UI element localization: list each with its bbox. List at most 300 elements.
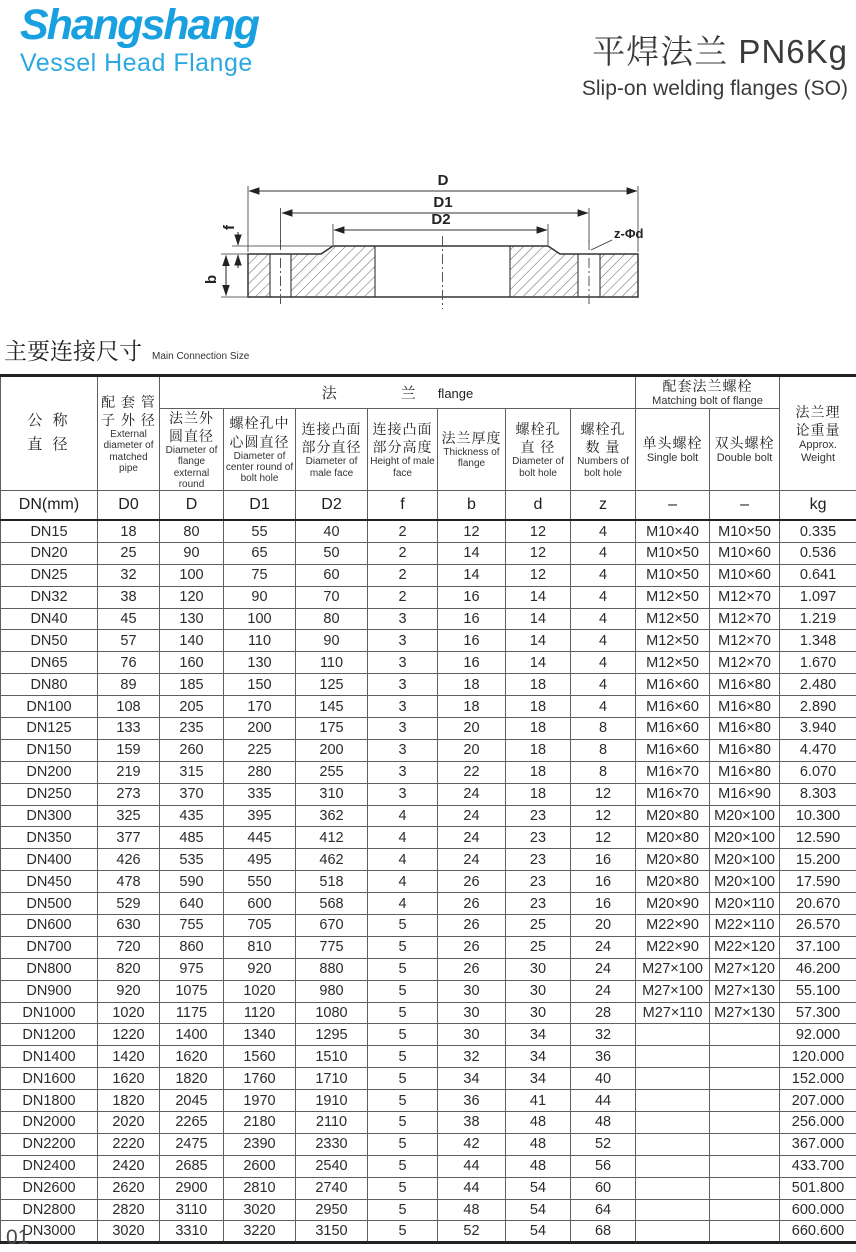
cell: 100 xyxy=(224,608,296,630)
cell: DN2200 xyxy=(1,1133,98,1155)
cell: 120.000 xyxy=(780,1046,856,1068)
cell: 23 xyxy=(506,827,571,849)
group-header-matching-bolt: 配套法兰螺栓 Matching bolt of flange xyxy=(636,376,780,409)
symbol-d-hole: d xyxy=(506,490,571,520)
cell: 2020 xyxy=(98,1112,160,1134)
cell: 478 xyxy=(98,871,160,893)
cell: 44 xyxy=(571,1090,636,1112)
cell: 45 xyxy=(98,608,160,630)
cell: 18 xyxy=(506,761,571,783)
cell xyxy=(636,1133,710,1155)
cell: 46.200 xyxy=(780,958,856,980)
cell: DN350 xyxy=(1,827,98,849)
cell: 315 xyxy=(160,761,224,783)
cell: 2.480 xyxy=(780,674,856,696)
cell: 2.890 xyxy=(780,696,856,718)
cell: 90 xyxy=(224,586,296,608)
cell: M10×60 xyxy=(710,564,780,586)
cell: 24 xyxy=(438,805,506,827)
cell: 20 xyxy=(571,914,636,936)
col-header-bolt-hole-numbers: 螺栓孔 数 量 Numbers of bolt hole xyxy=(571,408,636,490)
table-row xyxy=(1,696,856,718)
cell: 535 xyxy=(160,849,224,871)
cell: M27×100 xyxy=(636,958,710,980)
table-row xyxy=(1,805,856,827)
cell: 30 xyxy=(438,1024,506,1046)
cell: M10×40 xyxy=(636,520,710,542)
cell: 3310 xyxy=(160,1221,224,1243)
cell: 32 xyxy=(571,1024,636,1046)
cell: 0.641 xyxy=(780,564,856,586)
cell: 34 xyxy=(506,1046,571,1068)
cell: 18 xyxy=(506,739,571,761)
table-row xyxy=(1,1155,856,1177)
cell: 975 xyxy=(160,958,224,980)
cell: 590 xyxy=(160,871,224,893)
cell: 18 xyxy=(438,696,506,718)
cell: 550 xyxy=(224,871,296,893)
cell: 980 xyxy=(296,980,368,1002)
cell: DN100 xyxy=(1,696,98,718)
cell: 1510 xyxy=(296,1046,368,1068)
col-header-bolt-circle-diameter: 螺栓孔中 心圆直径 Diameter of center round of bolt hole xyxy=(224,408,296,490)
cell: 56 xyxy=(571,1155,636,1177)
cell: 12 xyxy=(506,564,571,586)
cell: 76 xyxy=(98,652,160,674)
cell: 2950 xyxy=(296,1199,368,1221)
group-header-flange: 法 兰 flange xyxy=(160,376,636,409)
cell: 518 xyxy=(296,871,368,893)
cell: 8.303 xyxy=(780,783,856,805)
cell: 1.097 xyxy=(780,586,856,608)
cell: DN800 xyxy=(1,958,98,980)
cell: 40 xyxy=(296,520,368,542)
cell: 24 xyxy=(438,827,506,849)
cell: 32 xyxy=(438,1046,506,1068)
cell xyxy=(710,1068,780,1090)
cell: 200 xyxy=(296,739,368,761)
cell: 12 xyxy=(506,520,571,542)
cell: 10.300 xyxy=(780,805,856,827)
cell: 5 xyxy=(368,1221,438,1243)
cell: 16 xyxy=(571,849,636,871)
cell: 630 xyxy=(98,914,160,936)
cell: M10×50 xyxy=(636,542,710,564)
cell: 42 xyxy=(438,1133,506,1155)
cell: 80 xyxy=(296,608,368,630)
cell: 3110 xyxy=(160,1199,224,1221)
cell: 57.300 xyxy=(780,1002,856,1024)
cell: 20.670 xyxy=(780,893,856,915)
cell: DN150 xyxy=(1,739,98,761)
cell: DN250 xyxy=(1,783,98,805)
cell: 568 xyxy=(296,893,368,915)
cell: 15.200 xyxy=(780,849,856,871)
table-row xyxy=(1,958,856,980)
cell: 2 xyxy=(368,542,438,564)
cell: 18 xyxy=(506,717,571,739)
cell: 60 xyxy=(571,1177,636,1199)
cell: 5 xyxy=(368,980,438,1002)
cell: 255 xyxy=(296,761,368,783)
dim-label-z-phi-d: z-Φd xyxy=(614,226,644,241)
cell: 55 xyxy=(224,520,296,542)
cell: 1175 xyxy=(160,1002,224,1024)
cell: 4 xyxy=(368,827,438,849)
cell: 48 xyxy=(506,1155,571,1177)
cell xyxy=(636,1046,710,1068)
cell: 2620 xyxy=(98,1177,160,1199)
section-title xyxy=(4,333,249,366)
cell: 40 xyxy=(571,1068,636,1090)
cell: 920 xyxy=(224,958,296,980)
cell: 1.670 xyxy=(780,652,856,674)
cell: 26 xyxy=(438,936,506,958)
cell: M12×70 xyxy=(710,608,780,630)
cell: M10×60 xyxy=(710,542,780,564)
cell: 4 xyxy=(571,564,636,586)
cell: 2820 xyxy=(98,1199,160,1221)
table-row xyxy=(1,630,856,652)
cell: 152.000 xyxy=(780,1068,856,1090)
cell: 2540 xyxy=(296,1155,368,1177)
section-title-zh: 主要连接尺寸 xyxy=(4,338,142,364)
cell: 64 xyxy=(571,1199,636,1221)
cell: 36 xyxy=(438,1090,506,1112)
cell: 8 xyxy=(571,717,636,739)
cell: M27×100 xyxy=(636,980,710,1002)
cell: 52 xyxy=(571,1133,636,1155)
table-row xyxy=(1,739,856,761)
cell: 280 xyxy=(224,761,296,783)
cell: 640 xyxy=(160,893,224,915)
table-row xyxy=(1,1112,856,1134)
cell: DN300 xyxy=(1,805,98,827)
col-header-male-face-diameter: 连接凸面 部分直径 Diameter of male face xyxy=(296,408,368,490)
cell: 32 xyxy=(98,564,160,586)
col-header-nominal-diameter: 公 称 直 径 xyxy=(1,376,98,491)
cell: 48 xyxy=(506,1133,571,1155)
cell: 1020 xyxy=(98,1002,160,1024)
cell: M12×50 xyxy=(636,630,710,652)
cell: 2110 xyxy=(296,1112,368,1134)
cell: 495 xyxy=(224,849,296,871)
cell: 133 xyxy=(98,717,160,739)
cell: 150 xyxy=(224,674,296,696)
cell: 1820 xyxy=(98,1090,160,1112)
cell: 52 xyxy=(438,1221,506,1243)
cell: 219 xyxy=(98,761,160,783)
cell: 5 xyxy=(368,1046,438,1068)
cell: 100 xyxy=(160,564,224,586)
cell: DN400 xyxy=(1,849,98,871)
symbol-f: f xyxy=(368,490,438,520)
cell: DN2800 xyxy=(1,1199,98,1221)
cell: 1220 xyxy=(98,1024,160,1046)
cell: 48 xyxy=(571,1112,636,1134)
cell: 60 xyxy=(296,564,368,586)
cell: 2 xyxy=(368,586,438,608)
cell: 8 xyxy=(571,761,636,783)
cell: M16×70 xyxy=(636,761,710,783)
cell: 207.000 xyxy=(780,1090,856,1112)
cell: 14 xyxy=(438,564,506,586)
cell: 0.335 xyxy=(780,520,856,542)
table-row xyxy=(1,608,856,630)
dim-label-f: f xyxy=(221,225,238,230)
cell: DN15 xyxy=(1,520,98,542)
cell: M12×50 xyxy=(636,608,710,630)
table-row xyxy=(1,1177,856,1199)
cell xyxy=(710,1090,780,1112)
cell: DN40 xyxy=(1,608,98,630)
cell: M20×100 xyxy=(710,827,780,849)
cell: M27×130 xyxy=(710,980,780,1002)
cell: M16×80 xyxy=(710,761,780,783)
cell: 25 xyxy=(506,914,571,936)
cell: DN2400 xyxy=(1,1155,98,1177)
symbol-dn: DN(mm) xyxy=(1,490,98,520)
cell: 3 xyxy=(368,630,438,652)
cell: M22×90 xyxy=(636,914,710,936)
cell: M20×90 xyxy=(636,893,710,915)
cell: 24 xyxy=(571,958,636,980)
dim-label-b: b xyxy=(203,274,220,284)
cell: 48 xyxy=(438,1199,506,1221)
cell: 755 xyxy=(160,914,224,936)
cell: 2045 xyxy=(160,1090,224,1112)
cell: 68 xyxy=(571,1221,636,1243)
table-row xyxy=(1,717,856,739)
cell: 3 xyxy=(368,652,438,674)
cell: 1910 xyxy=(296,1090,368,1112)
symbol-row xyxy=(1,490,856,520)
flange-cross-section-diagram xyxy=(178,166,702,318)
cell: DN2000 xyxy=(1,1112,98,1134)
cell: 12 xyxy=(571,783,636,805)
cell: 90 xyxy=(296,630,368,652)
cell: 55.100 xyxy=(780,980,856,1002)
cell xyxy=(636,1090,710,1112)
cell: 48 xyxy=(506,1112,571,1134)
cell: M27×130 xyxy=(710,1002,780,1024)
symbol-z: z xyxy=(571,490,636,520)
cell: 16 xyxy=(438,630,506,652)
cell: 23 xyxy=(506,871,571,893)
cell: DN3000 xyxy=(1,1221,98,1243)
cell: 4 xyxy=(571,674,636,696)
cell xyxy=(710,1221,780,1243)
cell: DN65 xyxy=(1,652,98,674)
cell: 54 xyxy=(506,1199,571,1221)
cell: 367.000 xyxy=(780,1133,856,1155)
cell: 23 xyxy=(506,893,571,915)
cell: 5 xyxy=(368,1155,438,1177)
page-title-en: Slip-on welding flanges (SO) xyxy=(581,77,848,100)
table-row xyxy=(1,1046,856,1068)
cell: 110 xyxy=(224,630,296,652)
cell: 37.100 xyxy=(780,936,856,958)
cell: 335 xyxy=(224,783,296,805)
cell: 185 xyxy=(160,674,224,696)
cell: DN1800 xyxy=(1,1090,98,1112)
cell: 80 xyxy=(160,520,224,542)
cell: 200 xyxy=(224,717,296,739)
cell: 3220 xyxy=(224,1221,296,1243)
cell: 5 xyxy=(368,1002,438,1024)
cell: 57 xyxy=(98,630,160,652)
cell: 2390 xyxy=(224,1133,296,1155)
cell: 235 xyxy=(160,717,224,739)
cell: 24 xyxy=(571,936,636,958)
table-row xyxy=(1,520,856,542)
table-body xyxy=(1,520,856,1242)
cell: M12×70 xyxy=(710,652,780,674)
cell: DN1000 xyxy=(1,1002,98,1024)
cell: 3 xyxy=(368,739,438,761)
cell xyxy=(710,1155,780,1177)
cell: 3020 xyxy=(98,1221,160,1243)
cell: 30 xyxy=(506,958,571,980)
cell: 25 xyxy=(98,542,160,564)
cell: 860 xyxy=(160,936,224,958)
cell: 54 xyxy=(506,1221,571,1243)
table-row xyxy=(1,893,856,915)
cell: 325 xyxy=(98,805,160,827)
cell: M16×80 xyxy=(710,739,780,761)
cell: 3 xyxy=(368,783,438,805)
cell: M20×100 xyxy=(710,871,780,893)
symbol-d0: D0 xyxy=(98,490,160,520)
cell: M16×80 xyxy=(710,674,780,696)
cell: DN1200 xyxy=(1,1024,98,1046)
cell: M20×110 xyxy=(710,893,780,915)
dim-label-D1: D1 xyxy=(433,194,453,211)
brand-subtitle: Vessel Head Flange xyxy=(20,49,253,77)
cell: 1340 xyxy=(224,1024,296,1046)
cell: 1400 xyxy=(160,1024,224,1046)
cell: 18 xyxy=(506,674,571,696)
cell xyxy=(710,1177,780,1199)
cell: 0.536 xyxy=(780,542,856,564)
cell: 26 xyxy=(438,871,506,893)
cell: 462 xyxy=(296,849,368,871)
cell: 4 xyxy=(368,893,438,915)
cell: 34 xyxy=(506,1024,571,1046)
cell: M27×110 xyxy=(636,1002,710,1024)
dim-label-D2: D2 xyxy=(431,211,451,228)
cell xyxy=(636,1199,710,1221)
table-row xyxy=(1,1068,856,1090)
cell: 4 xyxy=(571,630,636,652)
col-header-flange-external-diameter: 法兰外 圆直径 Diameter of flange external round xyxy=(160,408,224,490)
cell: 5 xyxy=(368,1112,438,1134)
table-row xyxy=(1,761,856,783)
cell: 6.070 xyxy=(780,761,856,783)
cell: 395 xyxy=(224,805,296,827)
cell: 920 xyxy=(98,980,160,1002)
col-header-flange-thickness: 法兰厚度 Thickness of flange xyxy=(438,408,506,490)
cell: 159 xyxy=(98,739,160,761)
cell: 18 xyxy=(506,696,571,718)
cell: 370 xyxy=(160,783,224,805)
cell: 3020 xyxy=(224,1199,296,1221)
cell: 14 xyxy=(506,652,571,674)
cell: 377 xyxy=(98,827,160,849)
cell: DN900 xyxy=(1,980,98,1002)
cell: 256.000 xyxy=(780,1112,856,1134)
cell: 44 xyxy=(438,1155,506,1177)
cell: 5 xyxy=(368,1133,438,1155)
page-header xyxy=(582,26,848,101)
cell xyxy=(636,1112,710,1134)
cell: DN32 xyxy=(1,586,98,608)
cell: M16×80 xyxy=(710,717,780,739)
cell: 1760 xyxy=(224,1068,296,1090)
cell: 14 xyxy=(438,542,506,564)
cell: 44 xyxy=(438,1177,506,1199)
symbol-double-bolt-dash: – xyxy=(710,490,780,520)
section-title-en: Main Connection Size xyxy=(152,351,250,362)
cell: 23 xyxy=(506,805,571,827)
cell: 1710 xyxy=(296,1068,368,1090)
cell: 5 xyxy=(368,914,438,936)
cell: 5 xyxy=(368,1177,438,1199)
cell: 90 xyxy=(160,542,224,564)
table-row xyxy=(1,652,856,674)
cell: 1295 xyxy=(296,1024,368,1046)
cell: 24 xyxy=(438,783,506,805)
cell: 5 xyxy=(368,1024,438,1046)
cell: 426 xyxy=(98,849,160,871)
cell: 38 xyxy=(98,586,160,608)
col-header-single-bolt: 单头螺栓 Single bolt xyxy=(636,408,710,490)
cell: DN700 xyxy=(1,936,98,958)
cell: M27×120 xyxy=(710,958,780,980)
cell: DN20 xyxy=(1,542,98,564)
cell: 4 xyxy=(571,608,636,630)
cell: 175 xyxy=(296,717,368,739)
cell: 12.590 xyxy=(780,827,856,849)
cell: 26 xyxy=(438,914,506,936)
cell: 75 xyxy=(224,564,296,586)
cell: 18 xyxy=(438,674,506,696)
cell: 70 xyxy=(296,586,368,608)
cell: 1.219 xyxy=(780,608,856,630)
cell: 1.348 xyxy=(780,630,856,652)
cell: 130 xyxy=(160,608,224,630)
cell: 2740 xyxy=(296,1177,368,1199)
cell: 30 xyxy=(438,980,506,1002)
cell: 501.800 xyxy=(780,1177,856,1199)
cell: 412 xyxy=(296,827,368,849)
cell: DN500 xyxy=(1,893,98,915)
cell: M16×90 xyxy=(710,783,780,805)
cell: M20×80 xyxy=(636,871,710,893)
cell xyxy=(710,1024,780,1046)
cell: 3 xyxy=(368,761,438,783)
table-row xyxy=(1,827,856,849)
cell: DN200 xyxy=(1,761,98,783)
cell xyxy=(636,1221,710,1243)
cell: 3150 xyxy=(296,1221,368,1243)
cell: 2600 xyxy=(224,1155,296,1177)
cell: 810 xyxy=(224,936,296,958)
cell: DN80 xyxy=(1,674,98,696)
cell: 125 xyxy=(296,674,368,696)
cell: 485 xyxy=(160,827,224,849)
cell: 92.000 xyxy=(780,1024,856,1046)
